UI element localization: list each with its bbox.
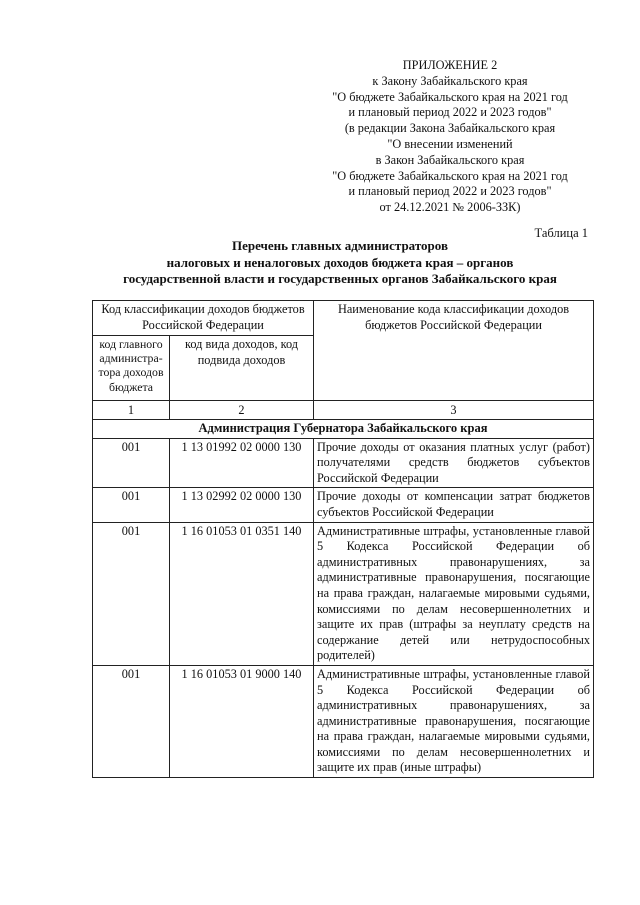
appendix-header bbox=[300, 58, 600, 216]
table-row bbox=[93, 522, 594, 665]
appendix-line: и плановый период 2022 и 2023 годов" bbox=[348, 105, 552, 120]
income-name-cell: Прочие доходы от оказания платных услуг (работ) получателями средств бюджетов субъектов Российской Федерации bbox=[314, 438, 594, 488]
section-row bbox=[93, 420, 594, 439]
table-row bbox=[93, 665, 594, 777]
title-line: налоговых и неналоговых доходов бюджета края – органов bbox=[166, 254, 514, 270]
column-number-row bbox=[93, 401, 594, 420]
appendix-line: "О внесении изменений bbox=[387, 136, 513, 151]
table-header-row bbox=[93, 301, 594, 336]
appendix-line: ПРИЛОЖЕНИЕ 2 bbox=[402, 58, 498, 72]
table-row bbox=[93, 438, 594, 488]
section-title: Администрация Губернатора Забайкальского края bbox=[93, 420, 594, 439]
appendix-line: к Закону Забайкальского края bbox=[372, 73, 528, 88]
column-number: 2 bbox=[170, 401, 314, 420]
title-line: Перечень главных администраторов bbox=[232, 238, 448, 253]
title-line: государственной власти и государственных органов Забайкальского края bbox=[123, 271, 557, 286]
admin-code-cell: 001 bbox=[93, 665, 170, 777]
income-code-cell: 1 16 01053 01 9000 140 bbox=[170, 665, 314, 777]
income-code-cell: 1 16 01053 01 0351 140 bbox=[170, 522, 314, 665]
income-code-cell: 1 13 02992 02 0000 130 bbox=[170, 488, 314, 522]
appendix-line: от 24.12.2021 № 2006-ЗЗК) bbox=[379, 200, 521, 215]
column-number: 1 bbox=[93, 401, 170, 420]
admin-code-cell: 001 bbox=[93, 488, 170, 522]
appendix-line: (в редакции Закона Забайкальского края bbox=[344, 121, 556, 136]
appendix-line: в Закон Забайкальского края bbox=[375, 152, 525, 167]
header-group-cell: Код классификации доходов бюджетов Российской Федерации bbox=[93, 301, 314, 336]
admin-code-cell: 001 bbox=[93, 438, 170, 488]
table-row bbox=[93, 488, 594, 522]
income-name-cell: Прочие доходы от компенсации затрат бюджетов субъектов Российской Федерации bbox=[314, 488, 594, 522]
appendix-line: и плановый период 2022 и 2023 годов" bbox=[348, 184, 552, 199]
header-col2: код вида доходов, код подвида доходов bbox=[170, 336, 314, 401]
income-code-cell: 1 13 01992 02 0000 130 bbox=[170, 438, 314, 488]
appendix-line: "О бюджете Забайкальского края на 2021 год bbox=[332, 168, 568, 183]
header-col1: код главного администра-тора доходов бюджета bbox=[93, 336, 170, 401]
admin-code-cell: 001 bbox=[93, 522, 170, 665]
appendix-line: "О бюджете Забайкальского края на 2021 год bbox=[332, 89, 568, 104]
administrators-table bbox=[92, 300, 594, 778]
header-col3: Наименование кода классификации доходов бюджетов Российской Федерации bbox=[314, 301, 594, 401]
column-number: 3 bbox=[314, 401, 594, 420]
income-name-cell: Административные штрафы, установленные главой 5 Кодекса Российской Федерации об административных правонарушениях, за административные правонарушения, посягающие на права граждан, налагаемые мировыми судьями, комиссиями по делам несовершеннолетних и защите их прав (штрафы за неуплату средств на содержание детей или нетрудоспособных родителей) bbox=[314, 522, 594, 665]
income-name-cell: Административные штрафы, установленные главой 5 Кодекса Российской Федерации об административных правонарушениях, за административные правонарушения, посягающие на права граждан, налагаемые мировыми судьями, комиссиями по делам несовершеннолетних и защите их прав (иные штрафы) bbox=[314, 665, 594, 777]
document-title bbox=[70, 238, 610, 288]
table-label: Таблица 1 bbox=[534, 226, 588, 240]
